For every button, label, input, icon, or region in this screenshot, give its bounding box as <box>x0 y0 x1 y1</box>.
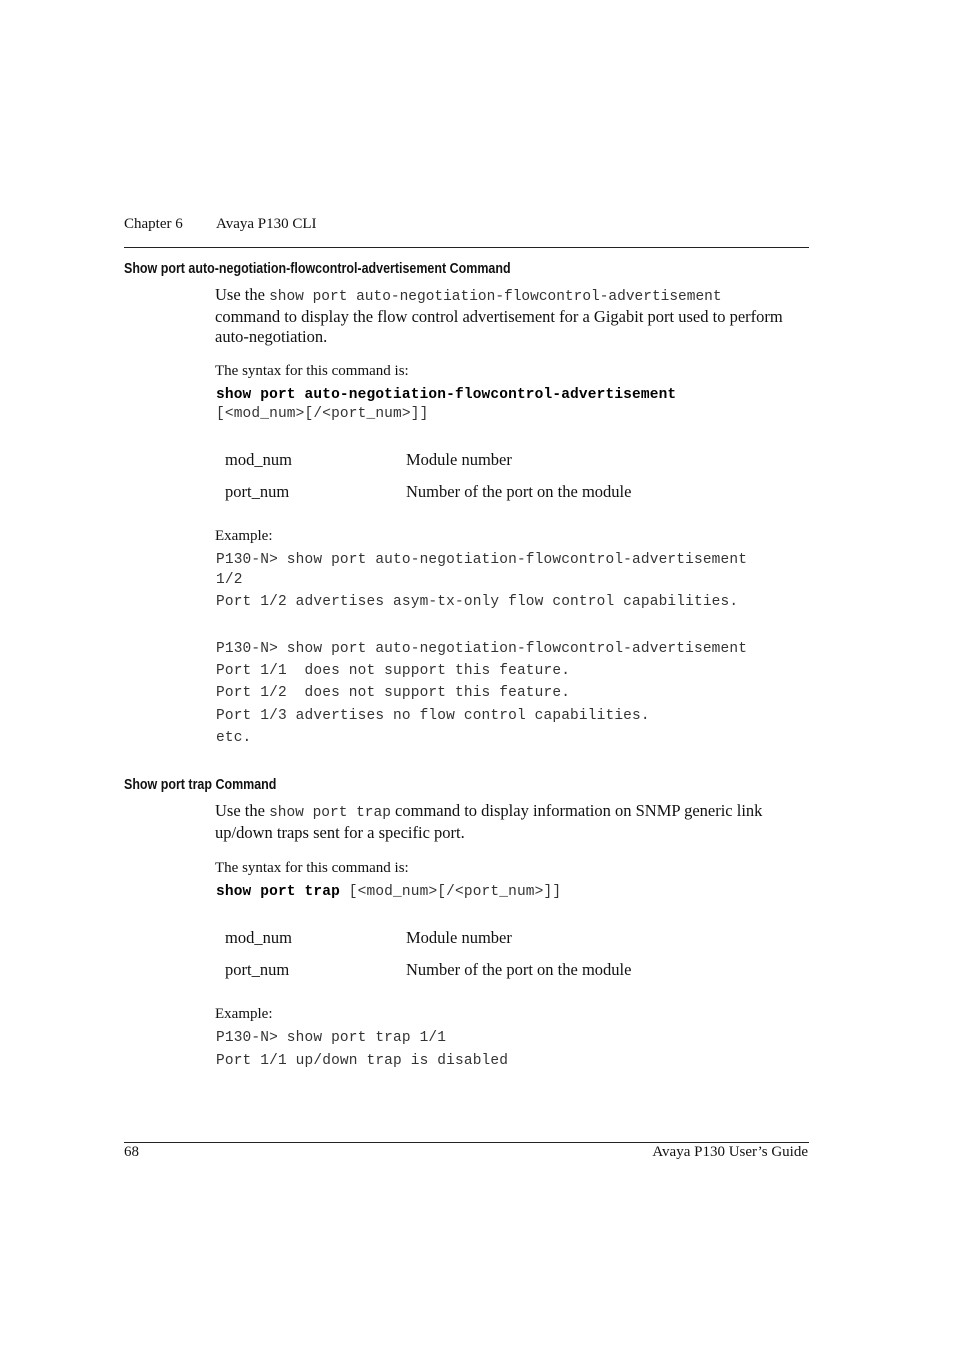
syntax-command: show port auto-negotiation-flowcontrol-advertisement <box>216 387 677 403</box>
example-line: Port 1/1 does not support this feature. <box>216 663 571 679</box>
example-line: Port 1/2 does not support this feature. <box>216 685 571 701</box>
syntax-line <box>216 884 561 900</box>
syntax-label: The syntax for this command is: <box>215 363 409 379</box>
param-name: port_num <box>225 482 290 501</box>
param-name: port_num <box>225 960 290 979</box>
intro-command-code: show port auto-negotiation-flowcontrol-advertisement <box>269 289 722 305</box>
param-description: Number of the port on the module <box>406 482 632 501</box>
chapter-label: Chapter 6 <box>124 216 183 232</box>
section2-intro <box>215 801 815 843</box>
footer-rule <box>124 1142 809 1143</box>
param-description: Number of the port on the module <box>406 960 632 979</box>
section-heading-trap: Show port trap Command <box>124 777 277 793</box>
intro-use: Use the <box>215 285 270 304</box>
param-description: Module number <box>406 450 512 469</box>
guide-title: Avaya P130 User’s Guide <box>652 1144 808 1160</box>
example-label: Example: <box>215 1006 273 1022</box>
param-name: mod_num <box>225 928 292 947</box>
intro-command-code: show port trap <box>269 805 391 821</box>
intro-description: command to display information on SNMP generic link up/down traps sent for a specific port. <box>215 801 763 842</box>
example-line: 1/2 <box>216 572 243 588</box>
example-line: P130-N> show port auto-negotiation-flowcontrol-advertisement <box>216 641 748 657</box>
example-line: P130-N> show port trap 1/1 <box>216 1030 447 1046</box>
example-line: Port 1/1 up/down trap is disabled <box>216 1053 509 1069</box>
example-line: Port 1/2 advertises asym-tx-only flow control capabilities. <box>216 594 739 610</box>
intro-use: Use the <box>215 801 270 820</box>
section1-intro <box>215 285 815 347</box>
section-heading-autoneg: Show port auto-negotiation-flowcontrol-advertisement Command <box>124 261 511 277</box>
example-line: Port 1/3 advertises no flow control capabilities. <box>216 708 650 724</box>
intro-description: command to display the flow control advertisement for a Gigabit port used to perform auto-negotiation. <box>215 307 783 346</box>
param-description: Module number <box>406 928 512 947</box>
syntax-arguments: [<mod_num>[/<port_num>]] <box>348 884 562 900</box>
param-name: mod_num <box>225 450 292 469</box>
example-line: P130-N> show port auto-negotiation-flowcontrol-advertisement <box>216 552 748 568</box>
syntax-command: show port trap <box>216 884 340 900</box>
chapter-title: Avaya P130 CLI <box>216 216 317 232</box>
example-label: Example: <box>215 528 273 544</box>
syntax-arguments: [<mod_num>[/<port_num>]] <box>216 406 429 422</box>
page-number: 68 <box>124 1144 139 1160</box>
example-line: etc. <box>216 730 252 746</box>
syntax-label: The syntax for this command is: <box>215 860 409 876</box>
header-rule <box>124 247 809 248</box>
